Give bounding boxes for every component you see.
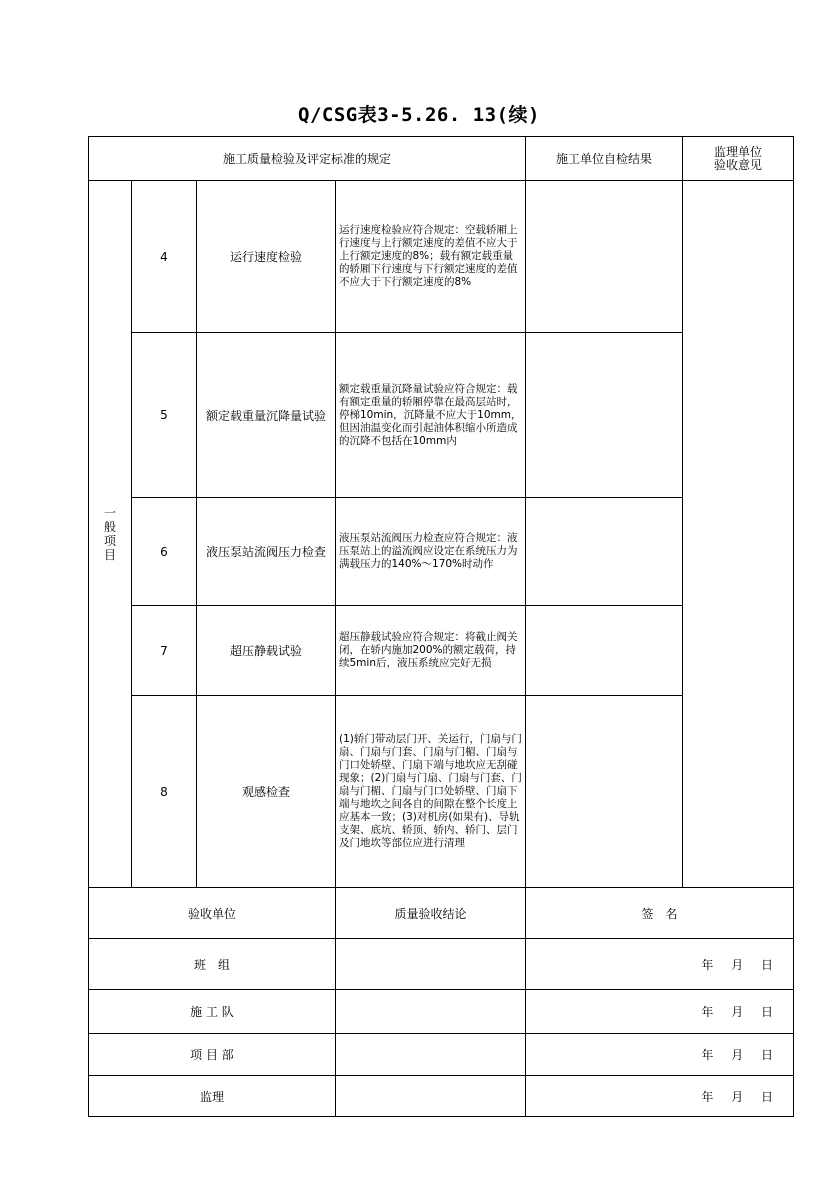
header-row <box>89 137 794 181</box>
acceptance-conclusion-cell[interactable] <box>336 1034 526 1076</box>
item-name: 额定载重量沉降量试验 <box>197 333 336 498</box>
category-cell <box>89 181 132 888</box>
acceptance-conclusion-header: 质量验收结论 <box>336 888 526 939</box>
self-check-cell[interactable] <box>526 696 683 888</box>
inspection-table <box>88 136 794 1117</box>
acceptance-sign-header: 签 名 <box>526 888 794 939</box>
item-no: 8 <box>132 696 197 888</box>
item-no: 6 <box>132 498 197 606</box>
standard-header: 施工质量检验及评定标准的规定 <box>89 137 526 181</box>
item-name: 观感检查 <box>197 696 336 888</box>
item-name: 超压静载试验 <box>197 606 336 696</box>
item-no: 4 <box>132 181 197 333</box>
self-check-cell[interactable] <box>526 498 683 606</box>
item-requirement: 液压泵站流阀压力检查应符合规定：液压泵站上的溢流阀应设定在系统压力为满载压力的140%～170%时动作 <box>336 498 526 606</box>
form-title: Q/CSG表3-5.26. 13(续) <box>298 104 540 126</box>
item-requirement: 超压静载试验应符合规定：将截止阀关闭，在轿内施加200%的额定载荷，持续5min后，液压系统应完好无损 <box>336 606 526 696</box>
item-requirement: 运行速度检验应符合规定：空载轿厢上行速度与上行额定速度的差值不应大于上行额定速度的8%；载有额定载重量的轿厢下行速度与下行额定速度的差值不应大于下行额定速度的8% <box>336 181 526 333</box>
acceptance-row <box>89 1034 794 1076</box>
self-check-header: 施工单位自检结果 <box>526 137 683 181</box>
acceptance-conclusion-cell[interactable] <box>336 1076 526 1117</box>
self-check-cell[interactable] <box>526 181 683 333</box>
acceptance-unit-header: 验收单位 <box>89 888 336 939</box>
acceptance-unit: 监理 <box>89 1076 336 1117</box>
acceptance-conclusion-cell[interactable] <box>336 990 526 1034</box>
self-check-cell[interactable] <box>526 333 683 498</box>
self-check-cell[interactable] <box>526 606 683 696</box>
category-label: 一般项目 <box>103 506 116 562</box>
item-requirement: (1)轿门带动层门开、关运行，门扇与门扇、门扇与门套、门扇与门楣、门扇与门口处轿壁、门扇下端与地坎应无刮碰现象；(2)门扇与门扇、门扇与门套、门扇与门楣、门扇与门口处轿壁、门扇下端与地坎之间各自的间隙在整个长度上应基本一致；(3)对机房(如果有)、导轨支架、底坑、轿顶、轿内、轿门、层门及门地坎等部位应进行清理 <box>336 696 526 888</box>
item-no: 7 <box>132 606 197 696</box>
table-row <box>89 181 794 333</box>
acceptance-unit: 班 组 <box>89 939 336 990</box>
acceptance-date[interactable]: 年 月 日 <box>526 1034 794 1076</box>
supervision-opinion-cell[interactable] <box>683 181 794 888</box>
acceptance-unit: 项 目 部 <box>89 1034 336 1076</box>
item-name: 液压泵站流阀压力检查 <box>197 498 336 606</box>
acceptance-unit: 施 工 队 <box>89 990 336 1034</box>
acceptance-row <box>89 1076 794 1117</box>
supervision-header-line1: 监理单位 <box>714 144 763 159</box>
item-requirement: 额定载重量沉降量试验应符合规定：载有额定重量的轿厢停靠在最高层站时，停梯10min，沉降量不应大于10mm，但因油温变化而引起油体积缩小所造成的沉降不包括在10mm内 <box>336 333 526 498</box>
acceptance-row <box>89 990 794 1034</box>
acceptance-row <box>89 939 794 990</box>
item-no: 5 <box>132 333 197 498</box>
acceptance-date[interactable]: 年 月 日 <box>526 990 794 1034</box>
supervision-header-line2: 验收意见 <box>714 157 763 172</box>
acceptance-conclusion-cell[interactable] <box>336 939 526 990</box>
supervision-header <box>683 137 794 181</box>
acceptance-header-row <box>89 888 794 939</box>
acceptance-date[interactable]: 年 月 日 <box>526 1076 794 1117</box>
acceptance-date[interactable]: 年 月 日 <box>526 939 794 990</box>
item-name: 运行速度检验 <box>197 181 336 333</box>
